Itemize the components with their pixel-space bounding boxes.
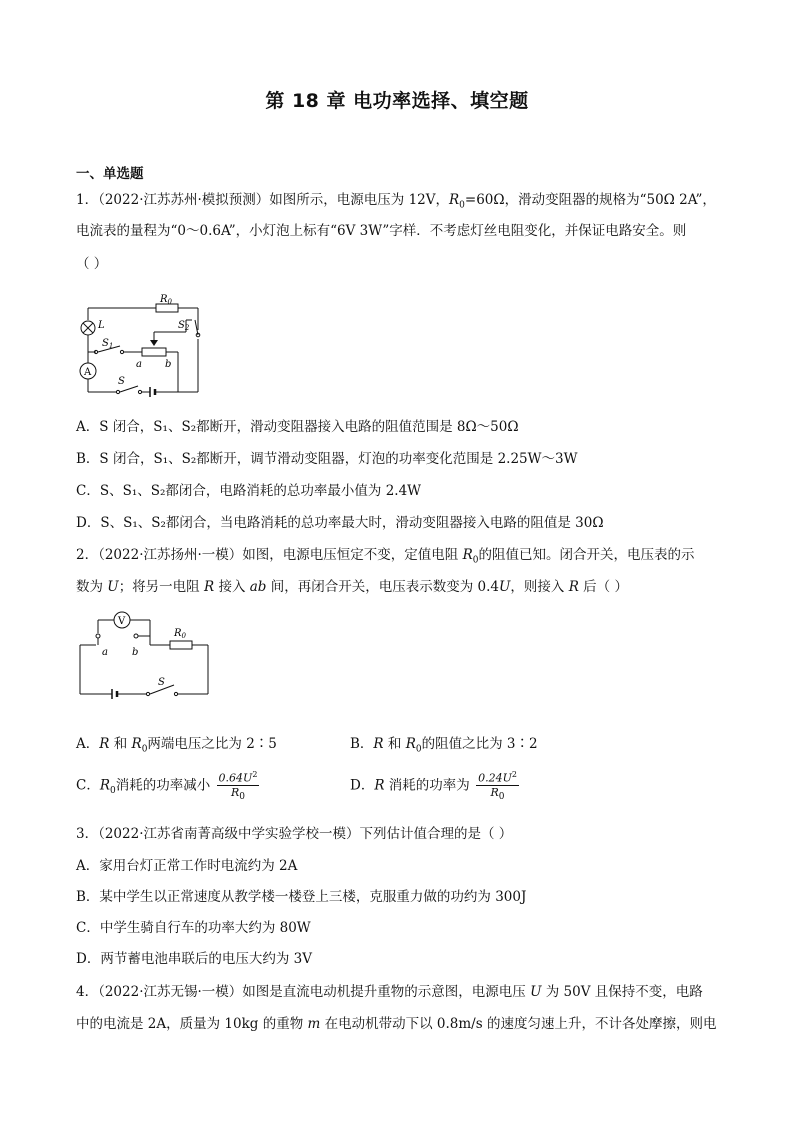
q3-option-b: B．某中学生以正常速度从教学楼一楼登上三楼，克服重力做的功约为 300J xyxy=(76,889,527,905)
q2-label-r0: $R_0$ xyxy=(174,628,186,640)
q1-option-d: D．S、S₁、S₂都闭合，当电路消耗的总功率最大时，滑动变阻器接入电路的阻值是 30Ω xyxy=(76,515,604,531)
q3-option-a: A．家用台灯正常工作时电流约为 2A xyxy=(76,858,298,874)
q3-option-c: C．中学生骑自行车的功率大约为 80W xyxy=(76,920,311,936)
q2-label-v: V xyxy=(118,616,126,627)
q1-label-s1: $S_1$ xyxy=(102,338,114,350)
q2-option-c-fraction: $\frac{0.64U^2}{R_0}$ xyxy=(218,770,258,802)
q2-option-d: D．R 消耗的功率为 $\frac{0.24U^2}{R_0}$ xyxy=(350,770,517,802)
q1-label-r0: $R_0$ xyxy=(160,294,172,306)
q2-option-a: A．R 和 $R_0$两端电压之比为 2∶5 xyxy=(76,736,277,755)
q2-option-b: B．R 和 $R_0$的阻值之比为 3∶2 xyxy=(350,736,538,755)
q1-label-ammeter: A xyxy=(84,367,92,378)
section-heading: 一、单选题 xyxy=(76,166,144,182)
q1-r0-symbol: R xyxy=(449,192,460,208)
q1-label-b: b xyxy=(165,359,172,370)
q3-stem: 3．（2022·江苏省南菁高级中学实验学校一模）下列估计值合理的是（ ） xyxy=(76,826,513,842)
q2-option-d-fraction: $\frac{0.24U^2}{R_0}$ xyxy=(478,770,517,802)
q1-label-s2: $S_2$ xyxy=(178,320,190,332)
page-title: 第 18 章 电功率选择、填空题 xyxy=(265,90,529,112)
q1-stem-line2: 电流表的量程为“0～0.6A”，小灯泡上标有“6V 3W”字样．不考虑灯丝电阻变化，并保证电路安全。则 xyxy=(76,223,687,239)
q4-stem-line2: 中的电流是 2A，质量为 10kg 的重物 m 在电动机带动下以 0.8m/s 的速度匀速上升，不计各处摩擦，则电 xyxy=(76,1016,717,1032)
q3-option-d: D．两节蓄电池串联后的电压大约为 3V xyxy=(76,951,312,967)
q1-option-c: C．S、S₁、S₂都闭合，电路消耗的总功率最小值为 2.4W xyxy=(76,483,422,499)
q2-option-c: C．$R_0$消耗的功率减小 $\frac{0.64U^2}{R_0}$ xyxy=(76,770,258,802)
q1-label-a: a xyxy=(136,359,142,370)
q2-label-a: a xyxy=(102,647,108,658)
q2-stem-line1: 2．（2022·江苏扬州·一模）如图，电源电压恒定不变，定值电阻 $R_0$的阻值已知。闭合开关，电压表的示 xyxy=(76,547,695,566)
q1-stem-line1: 1．（2022·江苏苏州·模拟预测）如图所示，电源电压为 12V，$R_0=60\Omega$，滑动变阻器的规格为“50Ω 2A”， xyxy=(76,192,716,211)
q1-circuit-diagram xyxy=(74,290,214,400)
q1-label-l: L xyxy=(98,320,105,331)
q1-rheostat xyxy=(142,348,166,356)
q2-label-s: S xyxy=(158,677,165,688)
q2-resistor-r0 xyxy=(170,641,192,649)
q2-circuit-diagram xyxy=(74,605,214,700)
q1-answer-bracket: （ ） xyxy=(76,256,108,272)
q1-label-s: S xyxy=(118,376,125,387)
q2-label-b: b xyxy=(132,647,139,658)
q2-stem-line2: 数为 U；将另一电阻 R 接入 ab 间，再闭合开关，电压表示数变为 0.4U，则接入 R 后（ ） xyxy=(76,579,628,595)
q1-option-a: A．S 闭合，S₁、S₂都断开，滑动变阻器接入电路的阻值范围是 8Ω～50Ω xyxy=(76,419,519,435)
q1-option-b: B．S 闭合，S₁、S₂都断开，调节滑动变阻器，灯泡的功率变化范围是 2.25W～3W xyxy=(76,451,578,467)
q4-stem-line1: 4．（2022·江苏无锡·一模）如图是直流电动机提升重物的示意图，电源电压 U 为 50V 且保持不变，电路 xyxy=(76,984,703,1000)
